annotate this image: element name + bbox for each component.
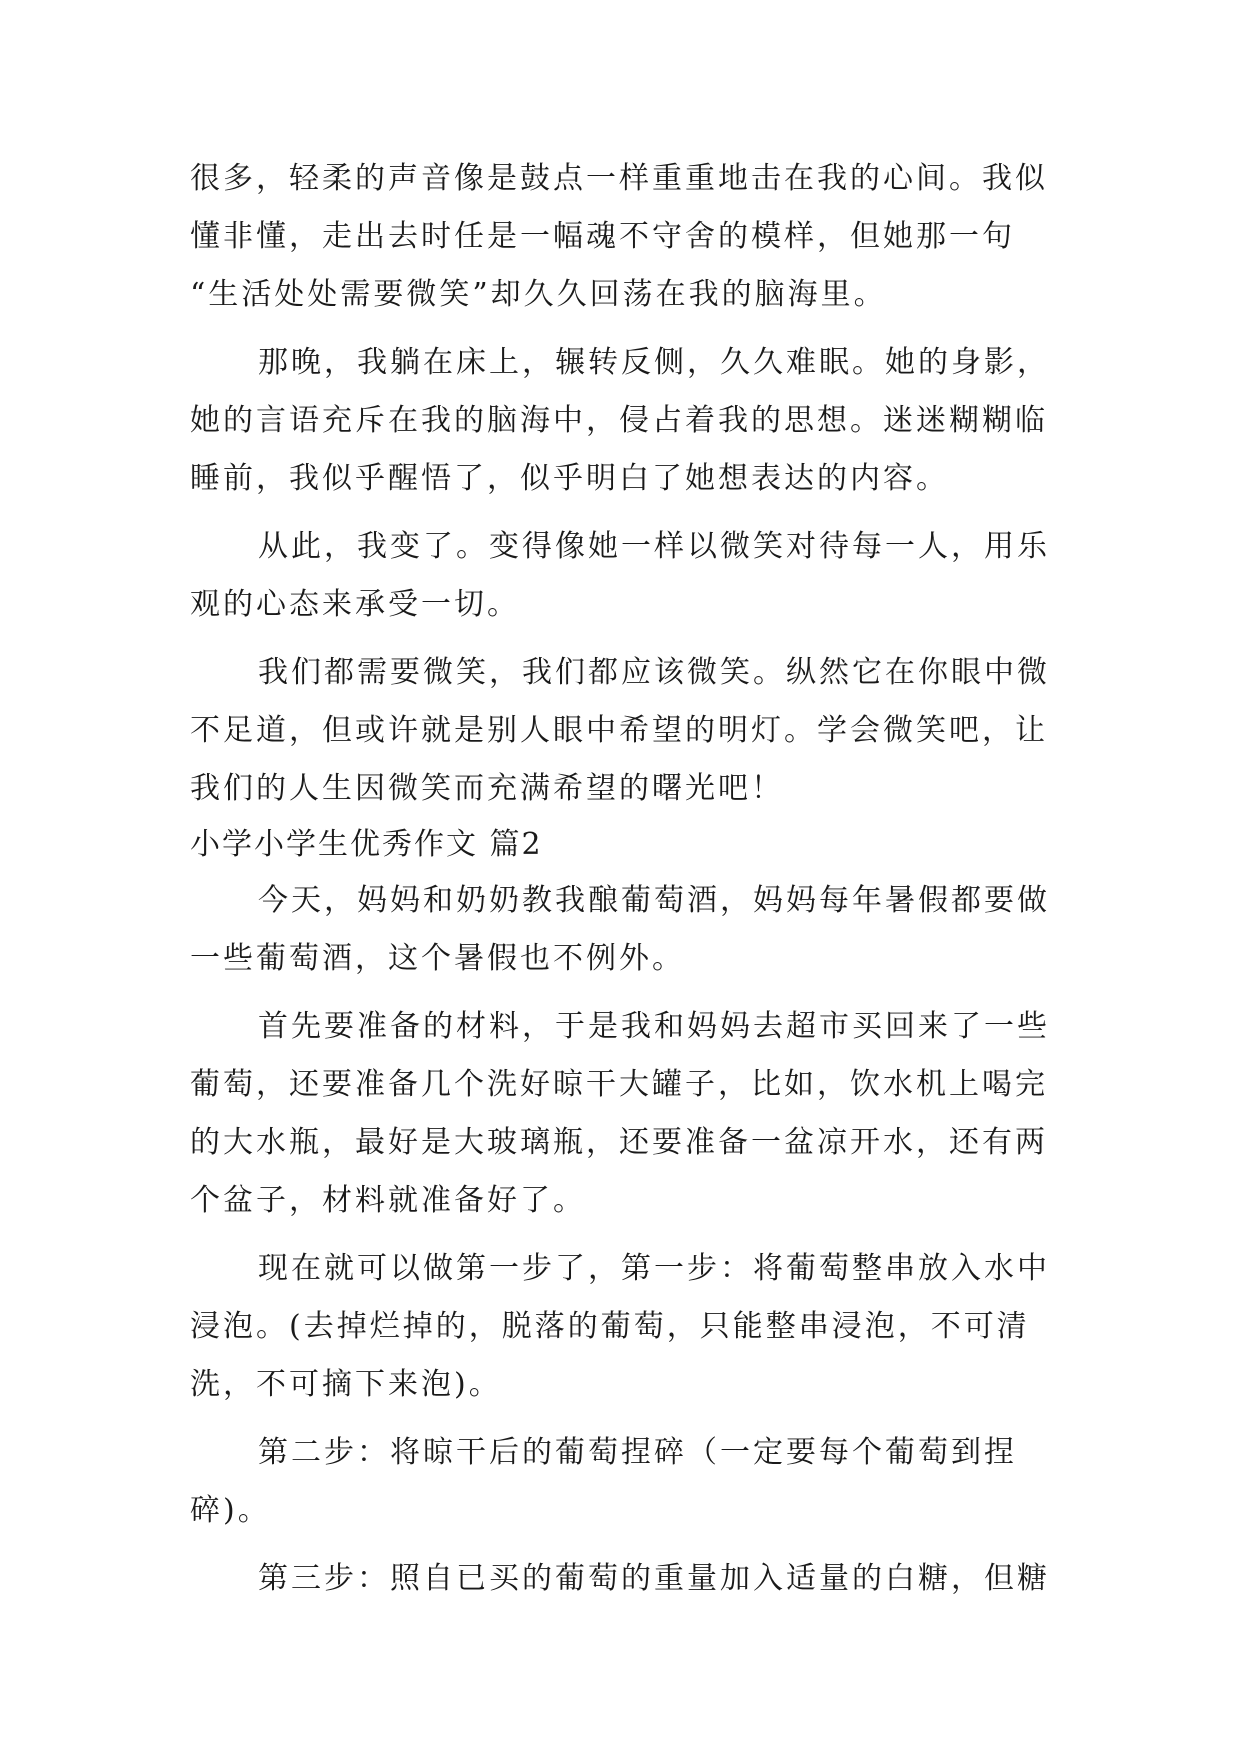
text-line: 很多，轻柔的声音像是鼓点一样重重地击在我的心间。我似 [190,161,1048,196]
text-line: 她的言语充斥在我的脑海中，侵占着我的思想。迷迷糊糊临 [190,403,1048,438]
paragraph [190,1550,1050,1608]
text-line: 那晚，我躺在床上，辗转反侧，久久难眠。她的身影， [258,345,1050,380]
text-line: 葡萄，还要准备几个洗好晾干大罐子，比如，饮水机上喝完 [190,1067,1048,1102]
paragraph [190,334,1050,508]
text-line: 浸泡。(去掉烂掉的，脱落的葡萄，只能整串浸泡，不可清 [190,1309,1030,1344]
paragraph [190,1424,1050,1540]
paragraph [190,998,1050,1230]
document-page [190,150,1050,1608]
text-line: 我们都需要微笑，我们都应该微笑。纵然它在你眼中微 [258,655,1050,690]
text-line: 碎)。 [190,1493,271,1528]
text-line: 第二步：将晾干后的葡萄捏碎（一定要每个葡萄到捏 [258,1435,1017,1470]
text-line: 一些葡萄酒，这个暑假也不例外。 [190,941,685,976]
text-line: 现在就可以做第一步了，第一步：将葡萄整串放入水中 [258,1251,1050,1286]
paragraph [190,644,1050,818]
text-line: 不足道，但或许就是别人眼中希望的明灯。学会微笑吧，让 [190,713,1048,748]
text-line: 首先要准备的材料，于是我和妈妈去超市买回来了一些 [258,1009,1050,1044]
paragraph [190,872,1050,988]
text-line: 今天，妈妈和奶奶教我酿葡萄酒，妈妈每年暑假都要做 [258,883,1050,918]
text-line: 的大水瓶，最好是大玻璃瓶，还要准备一盆凉开水，还有两 [190,1125,1048,1160]
text-line: 第三步：照自已买的葡萄的重量加入适量的白糖，但糖 [258,1561,1050,1596]
text-line: 个盆子，材料就准备好了。 [190,1183,586,1218]
section-heading: 小学小学生优秀作文 篇2 [190,827,543,862]
text-line: 懂非懂，走出去时任是一幅魂不守舍的模样，但她那一句 [190,219,1015,254]
text-line: “生活处处需要微笑”却久久回荡在我的脑海里。 [190,277,887,312]
text-line: 睡前，我似乎醒悟了，似乎明白了她想表达的内容。 [190,461,949,496]
paragraph-continuation [190,150,1050,324]
text-line: 洗，不可摘下来泡)。 [190,1367,502,1402]
text-line: 从此，我变了。变得像她一样以微笑对待每一人，用乐 [258,529,1050,564]
text-line: 观的心态来承受一切。 [190,587,520,622]
paragraph [190,518,1050,634]
paragraph [190,1240,1050,1414]
text-line: 我们的人生因微笑而充满希望的曙光吧！ [190,771,784,806]
